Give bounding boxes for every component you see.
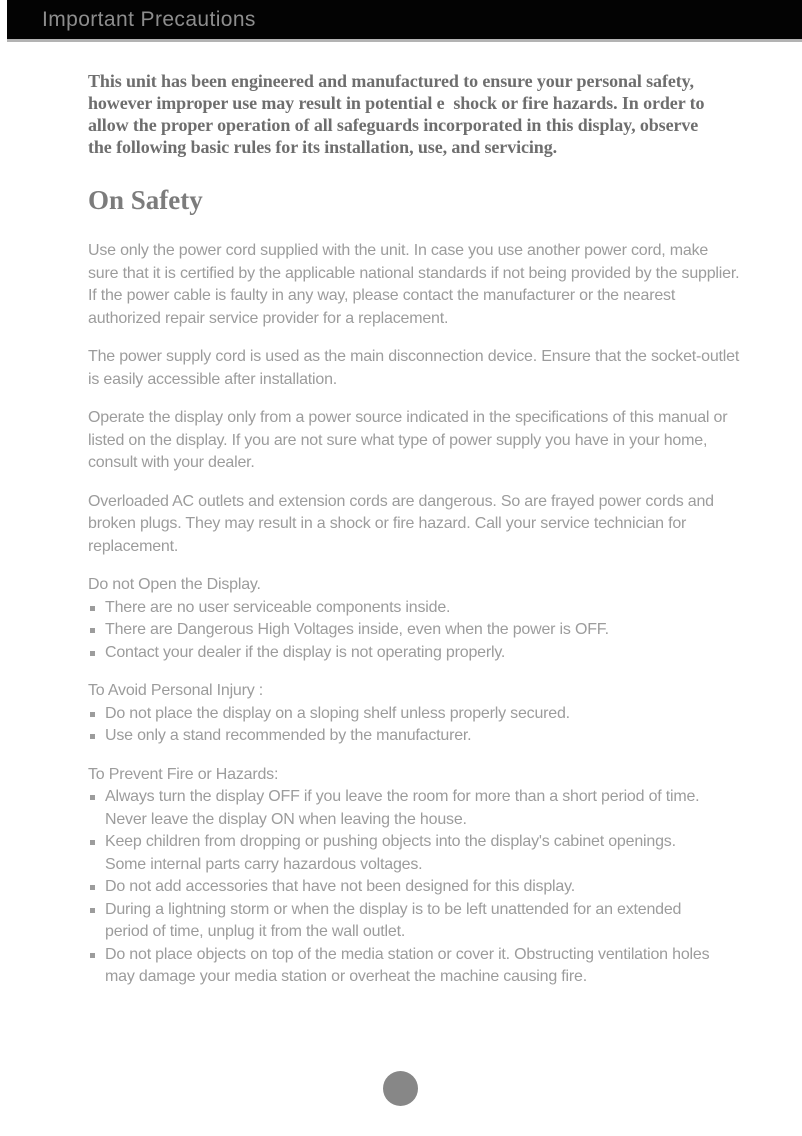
bullet-text: Use only a stand recommended by the manufacturer. <box>105 727 472 744</box>
square-bullet-icon <box>90 953 95 958</box>
square-bullet-icon <box>90 885 95 890</box>
group-avoid-personal-injury <box>88 680 740 748</box>
group-prevent-fire-hazards <box>88 764 740 989</box>
bullet-list <box>88 597 740 665</box>
square-bullet-icon <box>90 712 95 717</box>
bullet-list <box>88 703 740 748</box>
group-label: To Avoid Personal Injury : <box>88 682 264 699</box>
page-content <box>88 70 740 1005</box>
bullet-text: Do not place the display on a sloping shelf unless properly secured. <box>105 704 570 722</box>
intro-paragraph: This unit has been engineered and manufactured to ensure your personal safety, however improper use may result in potential e shock or fire hazards. In order to allow the proper operation of all safeguards incorporated in this display, observe the following basic rules for its installation, use, and servicing. <box>88 71 709 157</box>
square-bullet-icon <box>90 908 95 913</box>
list-item <box>88 619 740 642</box>
bullet-text: Do not add accessories that have not been designed for this display. <box>105 878 575 895</box>
bullet-text: Always turn the display OFF if you leave the room for more than a short period of time. Never leave the display ON when leaving the house. <box>105 788 700 828</box>
bullet-text: During a lightning storm or when the display is to be left unattended for an extended period of time, unplug it from the wall outlet. <box>105 900 682 940</box>
group-do-not-open <box>88 574 740 664</box>
square-bullet-icon <box>90 840 95 845</box>
list-item <box>88 725 740 748</box>
paragraph-disconnection-device: The power supply cord is used as the main disconnection device. Ensure that the socket-outlet is easily accessible after installation. <box>88 348 740 388</box>
page-header-bar <box>7 0 802 42</box>
list-item <box>88 831 740 876</box>
square-bullet-icon <box>90 795 95 800</box>
list-item <box>88 876 740 899</box>
bullet-text: Keep children from dropping or pushing objects into the display's cabinet openings. Some internal parts carry hazardous voltages. <box>105 833 676 873</box>
list-item <box>88 597 740 620</box>
list-item <box>88 899 740 944</box>
page-title: Important Precautions <box>42 7 256 31</box>
list-item <box>88 944 740 989</box>
list-item <box>88 642 740 665</box>
square-bullet-icon <box>90 734 95 739</box>
square-bullet-icon <box>90 651 95 656</box>
bullet-text: There are Dangerous High Voltages inside, even when the power is OFF. <box>105 621 609 638</box>
square-bullet-icon <box>90 606 95 611</box>
paragraph-power-source: Operate the display only from a power source indicated in the specifications of this manual or listed on the display. If you are not sure what type of power supply you have in your home, consult with your dealer. <box>88 409 728 471</box>
bullet-text: Contact your dealer if the display is not operating properly. <box>105 643 506 661</box>
page-marker-circle <box>383 1071 418 1106</box>
paragraph-power-cord: Use only the power cord supplied with the unit. In case you use another power cord, make sure that it is certified by the applicable national standards if not being provided by the supplier. If the power cable is faulty in any way, please contact the manufacturer or the nearest authorized repair service provider for a replacement. <box>88 242 740 327</box>
square-bullet-icon <box>90 628 95 633</box>
group-label: To Prevent Fire or Hazards: <box>88 765 279 783</box>
list-item <box>88 703 740 726</box>
section-heading: On Safety <box>88 185 203 215</box>
group-label: Do not Open the Display. <box>88 576 261 593</box>
bullet-list <box>88 786 740 989</box>
list-item <box>88 786 740 831</box>
paragraph-overloaded-outlets: Overloaded AC outlets and extension cords are dangerous. So are frayed power cords and broken plugs. They may result in a shock or fire hazard. Call your service technician for replacement. <box>88 492 714 555</box>
bullet-text: There are no user serviceable components inside. <box>105 598 451 616</box>
bullet-text: Do not place objects on top of the media station or cover it. Obstructing ventilation holes may damage your media station or overheat the machine causing fire. <box>105 945 710 985</box>
